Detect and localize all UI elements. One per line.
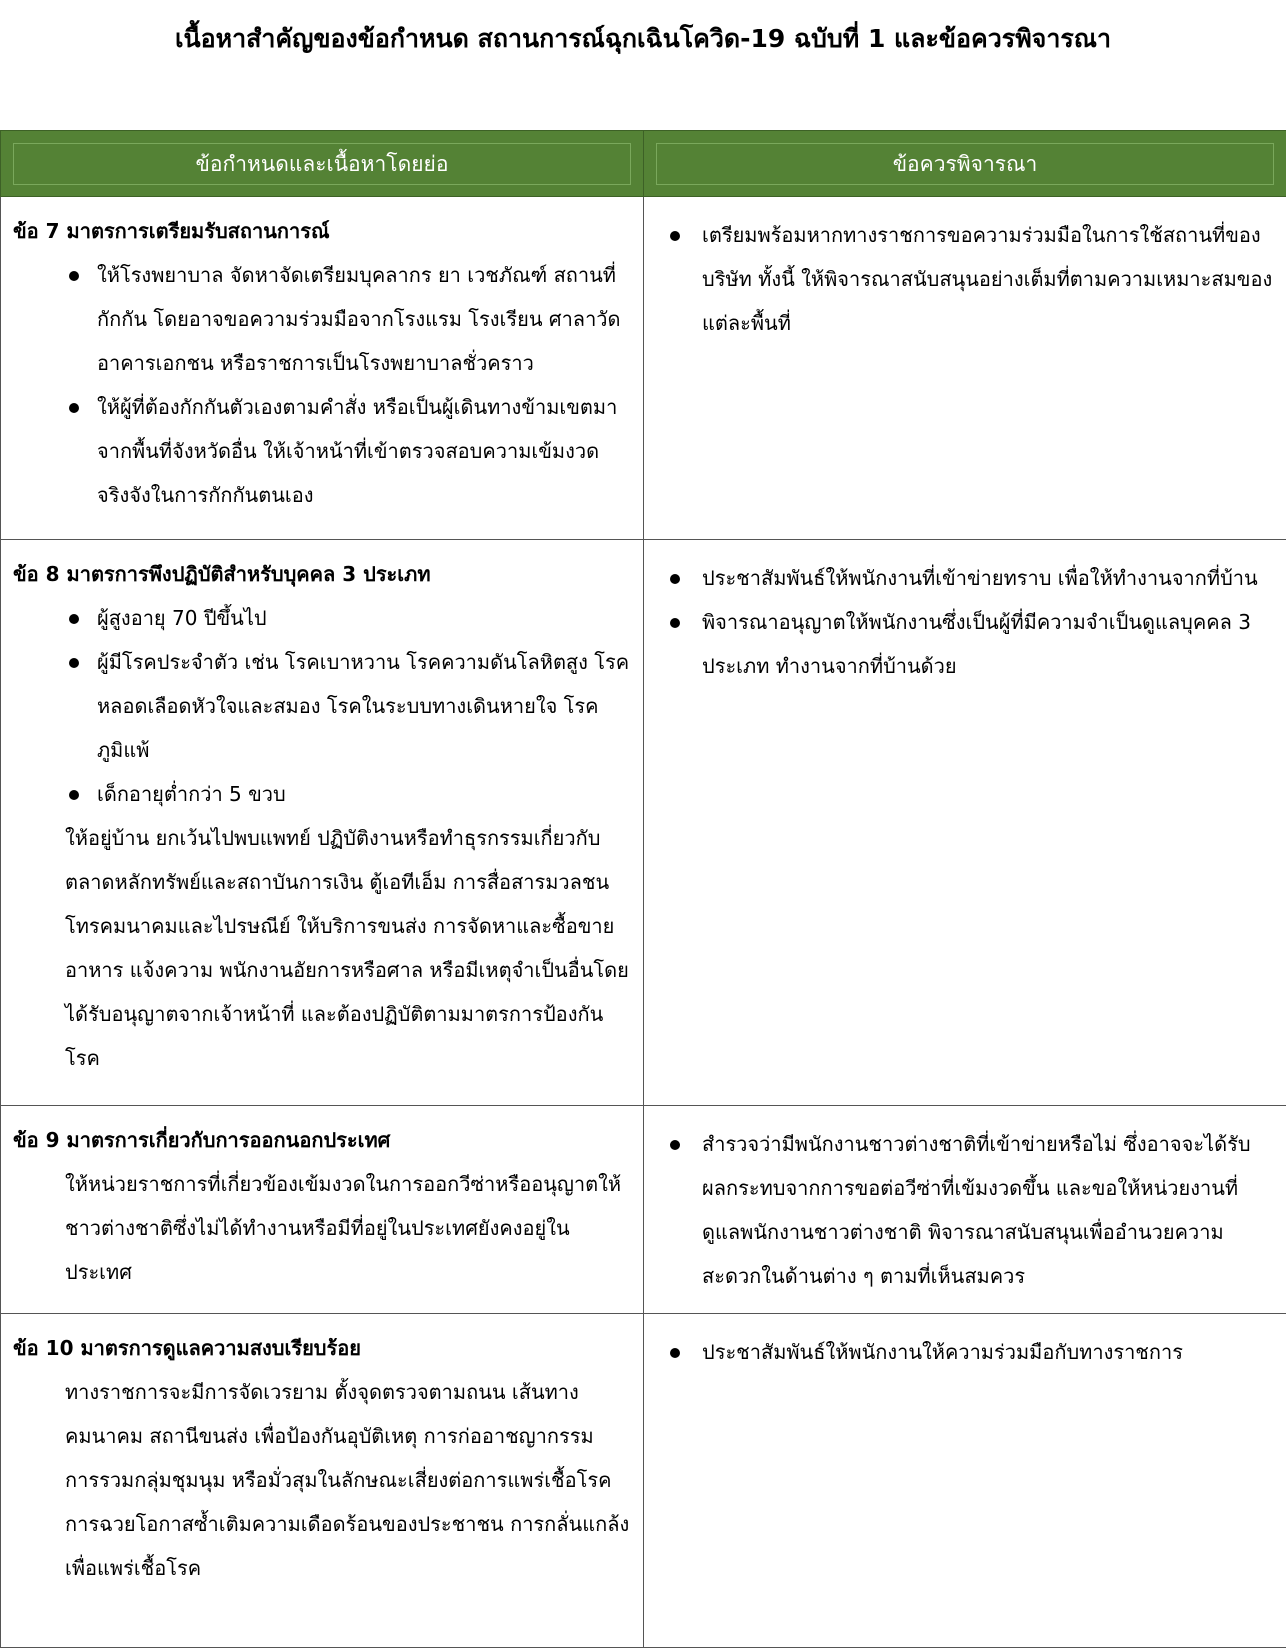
clause-bullet-list	[13, 253, 633, 517]
list-item	[13, 596, 633, 640]
header-regulations	[1, 131, 644, 197]
page-title: เนื้อหาสำคัญของข้อกำหนด สถานการณ์ฉุกเฉินโควิด-19 ฉบับที่ 1 และข้อควรพิจารณา	[174, 24, 1112, 53]
header-considerations-label: ข้อควรพิจารณา	[656, 143, 1274, 185]
clause-paragraph: ทางราชการจะมีการจัดเวรยาม ตั้งจุดตรวจตามถนน เส้นทางคมนาคม สถานีขนส่ง เพื่อป้องกันอุบัติเหตุ การก่ออาชญากรรม การรวมกลุ่มชุมนุม หรือมั่วสุมในลักษณะเสี่ยงต่อการแพร่เชื้อโรค การฉวยโอกาสซ้ำเติมความเดือดร้อนของประชาชน การกลั่นแกล้งเพื่อแพร่เชื้อโรค	[65, 1380, 630, 1580]
bullet-icon	[670, 1348, 680, 1358]
clause-title: ข้อ 10 มาตรการดูแลความสงบเรียบร้อย	[13, 1336, 361, 1360]
list-item-text: ผู้สูงอายุ 70 ปีขึ้นไป	[97, 606, 267, 630]
bullet-icon	[69, 658, 79, 668]
consideration-cell	[644, 1106, 1286, 1314]
regulations-table	[0, 130, 1286, 1648]
list-item	[13, 772, 633, 816]
bullet-icon	[670, 231, 680, 241]
bullet-icon	[670, 1140, 680, 1150]
consideration-list	[670, 1330, 1276, 1374]
list-item-text: ประชาสัมพันธ์ให้พนักงานที่เข้าข่ายทราบ เพื่อให้ทำงานจากที่บ้าน	[702, 566, 1258, 590]
clause-paragraph: ให้หน่วยราชการที่เกี่ยวข้องเข้มงวดในการออกวีซ่าหรืออนุญาตให้ชาวต่างชาติซึ่งไม่ได้ทำงานหรือมีที่อยู่ในประเทศยังคงอยู่ในประเทศ	[65, 1172, 622, 1284]
table-header-row	[1, 131, 1286, 197]
list-item-text: พิจารณาอนุญาตให้พนักงานซึ่งเป็นผู้ที่มีความจำเป็นดูแลบุคคล 3 ประเภท ทำงานจากที่บ้านด้วย	[702, 610, 1251, 678]
list-item-text: ประชาสัมพันธ์ให้พนักงานให้ความร่วมมือกับทางราชการ	[702, 1340, 1183, 1364]
header-considerations	[644, 131, 1286, 197]
table-row	[1, 1314, 1286, 1648]
list-item-text: สำรวจว่ามีพนักงานชาวต่างชาติที่เข้าข่ายหรือไม่ ซึ่งอาจจะได้รับผลกระทบจากการขอต่อวีซ่าที่เข้มงวดขึ้น และขอให้หน่วยงานที่ดูแลพนักงานชาวต่างชาติ พิจารณาสนับสนุนเพื่ออำนวยความสะดวกในด้านต่าง ๆ ตามที่เห็นสมควร	[702, 1132, 1251, 1288]
regulation-cell	[1, 1314, 644, 1648]
list-item-text: ให้โรงพยาบาล จัดหาจัดเตรียมบุคลากร ยา เวชภัณฑ์ สถานที่กักกัน โดยอาจขอความร่วมมือจากโรงแรม โรงเรียน ศาลาวัด อาคารเอกชน หรือราชการเป็นโรงพยาบาลชั่วคราว	[97, 263, 621, 375]
consideration-list	[670, 213, 1276, 345]
regulation-cell	[1, 1106, 644, 1314]
consideration-cell	[644, 540, 1286, 1106]
bullet-icon	[69, 790, 79, 800]
clause-title: ข้อ 7 มาตรการเตรียมรับสถานการณ์	[13, 219, 330, 243]
regulation-cell	[1, 540, 644, 1106]
clause-title: ข้อ 8 มาตรการพึงปฏิบัติสำหรับบุคคล 3 ประเภท	[13, 562, 431, 586]
list-item	[13, 253, 633, 385]
list-item	[13, 385, 633, 517]
clause-title: ข้อ 9 มาตรการเกี่ยวกับการออกนอกประเทศ	[13, 1128, 391, 1152]
bullet-icon	[69, 614, 79, 624]
consideration-list	[670, 556, 1276, 688]
table-row	[1, 540, 1286, 1106]
list-item	[670, 213, 1276, 345]
bullet-icon	[670, 618, 680, 628]
regulation-cell	[1, 197, 644, 540]
table-row	[1, 197, 1286, 540]
list-item-text: ให้ผู้ที่ต้องกักกันตัวเองตามคำสั่ง หรือเป็นผู้เดินทางข้ามเขตมาจากพื้นที่จังหวัดอื่น ให้เจ้าหน้าที่เข้าตรวจสอบความเข้มงวดจริงจังในการกักกันตนเอง	[97, 395, 618, 507]
list-item-text: ผู้มีโรคประจำตัว เช่น โรคเบาหวาน โรคความดันโลหิตสูง โรคหลอดเลือดหัวใจและสมอง โรคในระบบทางเดินหายใจ โรคภูมิแพ้	[97, 650, 630, 762]
list-item	[670, 1122, 1276, 1298]
list-item-text: เด็กอายุต่ำกว่า 5 ขวบ	[97, 782, 286, 806]
list-item-text: เตรียมพร้อมหากทางราชการขอความร่วมมือในการใช้สถานที่ของบริษัท ทั้งนี้ ให้พิจารณาสนับสนุนอย่างเต็มที่ตามความเหมาะสมของแต่ละพื้นที่	[702, 223, 1273, 335]
clause-paragraph: ให้อยู่บ้าน ยกเว้นไปพบแพทย์ ปฏิบัติงานหรือทำธุรกรรมเกี่ยวกับตลาดหลักทรัพย์และสถาบันการเงิน ตู้เอทีเอ็ม การสื่อสารมวลชน โทรคมนาคมและไปรษณีย์ ให้บริการขนส่ง การจัดหาและซื้อขายอาหาร แจ้งความ พนักงานอัยการหรือศาล หรือมีเหตุจำเป็นอื่นโดยได้รับอนุญาตจากเจ้าหน้าที่ และต้องปฏิบัติตามมาตรการป้องกันโรค	[65, 826, 629, 1070]
table-row	[1, 1106, 1286, 1314]
list-item	[13, 640, 633, 772]
consideration-cell	[644, 197, 1286, 540]
clause-bullet-list	[13, 596, 633, 816]
bullet-icon	[69, 271, 79, 281]
consideration-cell	[644, 1314, 1286, 1648]
header-regulations-label: ข้อกำหนดและเนื้อหาโดยย่อ	[13, 143, 631, 185]
bullet-icon	[69, 403, 79, 413]
bullet-icon	[670, 574, 680, 584]
list-item	[670, 1330, 1276, 1374]
consideration-list	[670, 1122, 1276, 1298]
list-item	[670, 600, 1276, 688]
list-item	[670, 556, 1276, 600]
